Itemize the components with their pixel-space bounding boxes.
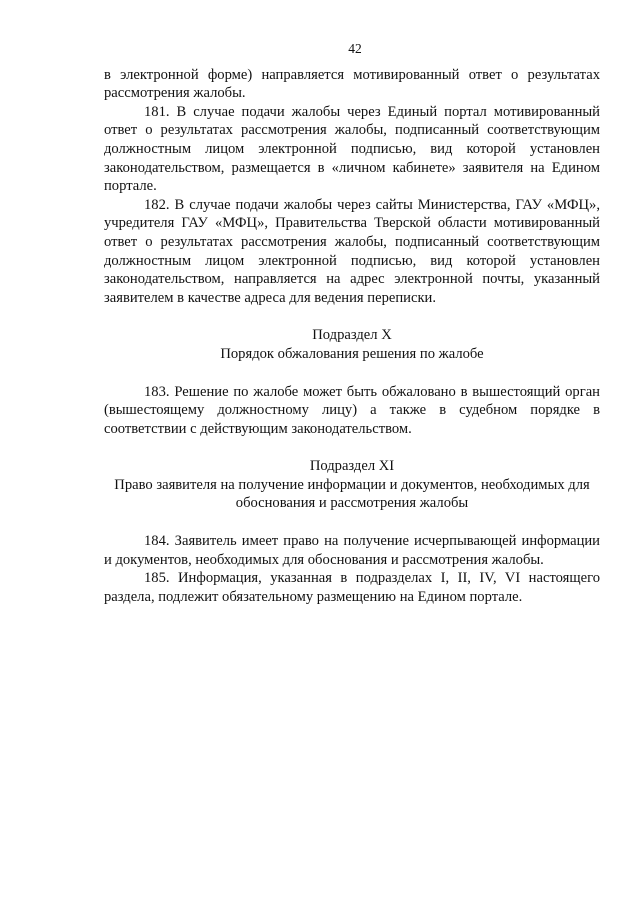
spacer xyxy=(104,364,600,383)
spacer xyxy=(104,307,600,326)
subsection-x-label: Подраздел X xyxy=(312,327,392,344)
document-page xyxy=(104,40,600,606)
spacer xyxy=(104,513,600,532)
paragraph-182: 182. В случае подачи жалобы через сайты Министерства, ГАУ «МФЦ», учредителя ГАУ «МФЦ», Правительства Тверской области мотивированный ответ о результатах рассмотрения жалобы, подписанный соответствующим должностным лицом электронной подписью, вид которой установлен законодательством, направляется на адрес электронной почты, указанный заявителем в качестве адреса для ведения переписки. xyxy=(104,196,600,306)
paragraph-continuation: в электронной форме) направляется мотивированный ответ о результатах рассмотрения жалобы. xyxy=(104,66,600,102)
subsection-xi-label: Подраздел XI xyxy=(309,458,395,475)
paragraph-185: 185. Информация, указанная в подразделах I, II, IV, VI настоящего раздела, подлежит обязательному размещению на Едином портале. xyxy=(104,570,600,605)
spacer xyxy=(104,438,600,457)
subsection-xi-title: Право заявителя на получение информации и документов, необходимых для обоснования и рассмотрения жалобы xyxy=(114,476,590,512)
paragraph-183: 183. Решение по жалобе может быть обжаловано в вышестоящий орган (вышестоящему должностному лицу) а также в судебном порядке в соответствии с действующим законодательством. xyxy=(104,383,600,437)
page-number: 42 xyxy=(348,41,362,56)
paragraph-184: 184. Заявитель имеет право на получение исчерпывающей информации и документов, необходимых для обоснования и рассмотрения жалобы. xyxy=(104,533,600,568)
subsection-x-title: Порядок обжалования решения по жалобе xyxy=(220,345,484,362)
paragraph-181: 181. В случае подачи жалобы через Единый портал мотивированный ответ о результатах рассмотрения жалобы, подписанный соответствующим должностным лицом электронной подписью, вид которой установлен законодательством, размещается в «личном кабинете» заявителя на Едином портале. xyxy=(104,103,600,195)
